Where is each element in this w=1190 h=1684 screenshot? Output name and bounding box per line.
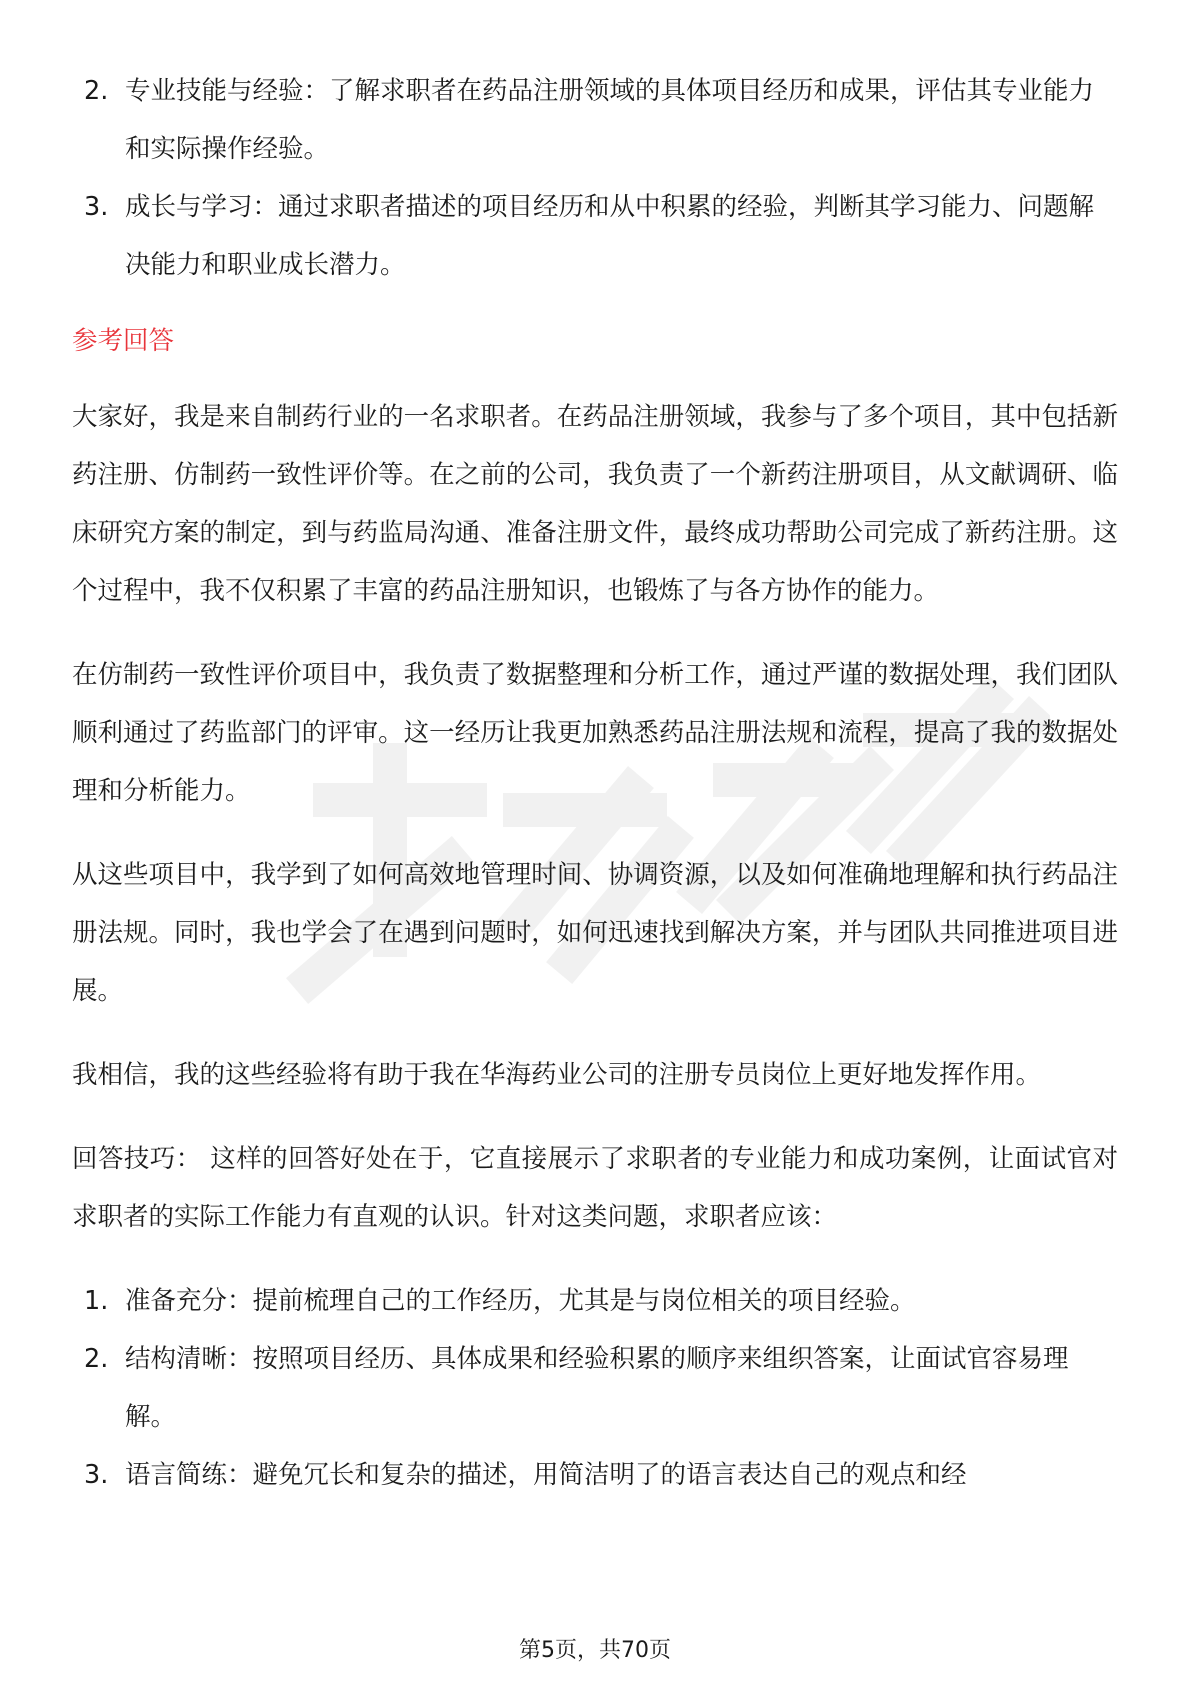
list-item-text: 结构清晰：按照项目经历、具体成果和经验积累的顺序来组织答案，让面试官容易理解。 — [125, 1344, 1069, 1432]
list-number: 1. — [84, 1286, 109, 1316]
tips-intro-paragraph: 回答技巧： 这样的回答好处在于，它直接展示了求职者的专业能力和成功案例，让面试官对求职者的实际工作能力有直观的认识。针对这类问题，求职者应该： — [72, 1144, 1118, 1232]
criteria-list — [72, 62, 1118, 294]
section-heading: 参考回答 — [72, 326, 175, 356]
list-item — [72, 62, 1118, 178]
page-footer: 第5页，共70页 — [519, 1638, 671, 1663]
answer-paragraph: 从这些项目中，我学到了如何高效地管理时间、协调资源，以及如何准确地理解和执行药品注册法规。同时，我也学会了在遇到问题时，如何迅速找到解决方案，并与团队共同推进项目进展。 — [72, 860, 1118, 1006]
list-item-text: 语言简练：避免冗长和复杂的描述，用简洁明了的语言表达自己的观点和经 — [125, 1460, 967, 1490]
answer-paragraph: 我相信，我的这些经验将有助于我在华海药业公司的注册专员岗位上更好地发挥作用。 — [72, 1060, 1042, 1090]
list-item — [72, 1446, 1118, 1504]
list-item — [72, 178, 1118, 294]
answer-paragraph: 大家好，我是来自制药行业的一名求职者。在药品注册领域，我参与了多个项目，其中包括新药注册、仿制药一致性评价等。在之前的公司，我负责了一个新药注册项目，从文献调研、临床研究方案的制定，到与药监局沟通、准备注册文件，最终成功帮助公司完成了新药注册。这个过程中，我不仅积累了丰富的药品注册知识，也锻炼了与各方协作的能力。 — [72, 402, 1118, 606]
list-item — [72, 1272, 1118, 1330]
list-item-text: 准备充分：提前梳理自己的工作经历，尤其是与岗位相关的项目经验。 — [125, 1286, 916, 1316]
list-item-text: 专业技能与经验：了解求职者在药品注册领域的具体项目经历和成果，评估其专业能力和实际操作经验。 — [125, 76, 1095, 164]
list-number: 2. — [84, 76, 109, 106]
answer-paragraph: 在仿制药一致性评价项目中，我负责了数据整理和分析工作，通过严谨的数据处理，我们团队顺利通过了药监部门的评审。这一经历让我更加熟悉药品注册法规和流程，提高了我的数据处理和分析能力。 — [72, 660, 1118, 806]
list-item-text: 成长与学习：通过求职者描述的项目经历和从中积累的经验，判断其学习能力、问题解决能力和职业成长潜力。 — [125, 192, 1095, 280]
list-number: 2. — [84, 1344, 109, 1374]
list-item — [72, 1330, 1118, 1446]
list-number: 3. — [84, 192, 109, 222]
list-number: 3. — [84, 1460, 109, 1490]
tips-list — [72, 1272, 1118, 1504]
document-body — [72, 62, 1118, 1504]
